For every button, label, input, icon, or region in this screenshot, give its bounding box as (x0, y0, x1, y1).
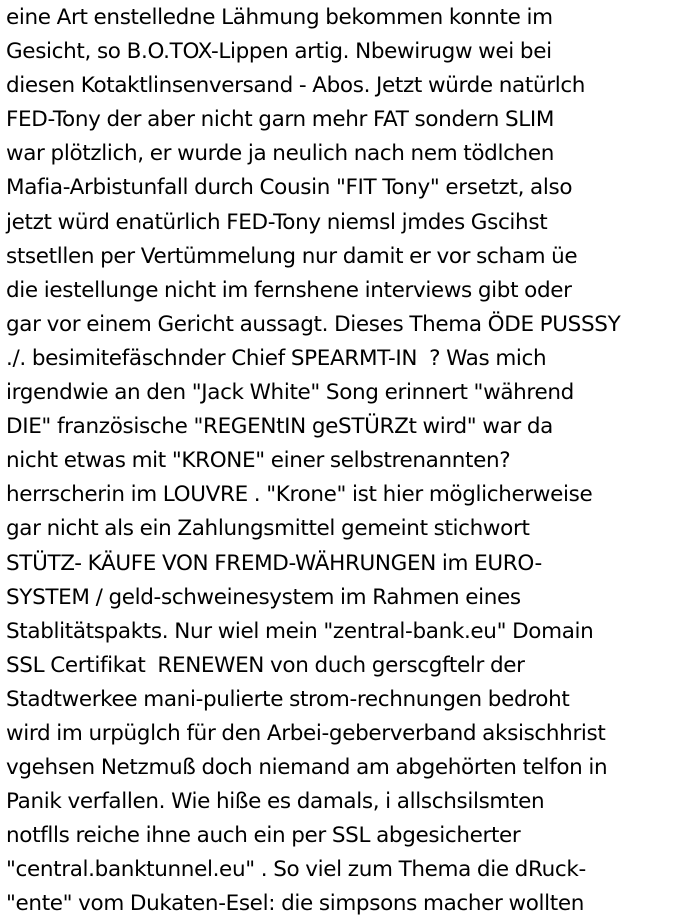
text-line: FED-Tony der aber nicht garn mehr FAT sondern SLIM (6, 107, 555, 133)
text-line: jetzt würd enatürlich FED-Tony niemsl jmdes Gscihst (6, 209, 548, 235)
text-line: diesen Kotaktlinsenversand - Abos. Jetzt würde natürlch (6, 73, 586, 99)
text-line: Stadtwerkee mani-pulierte strom-rechnungen bedroht (6, 686, 570, 712)
text-line: stsetllen per Vertümmelung nur damit er vor scham üe (6, 243, 578, 269)
text-line: "ente" vom Dukaten-Esel: die simpsons macher wollten (6, 891, 585, 917)
text-line: Stablitätspakts. Nur wiel mein "zentral-bank.eu" Domain (6, 618, 594, 644)
text-line: war plötzlich, er wurde ja neulich nach nem tödlchen (6, 141, 554, 167)
text-line: Panik verfallen. Wie hiße es damals, i allschsilsmten (6, 789, 545, 815)
text-line: SYSTEM / geld-schweinesystem im Rahmen eines (6, 584, 521, 610)
text-line: vgehsen Netzmuß doch niemand am abgehörten telfon in (6, 755, 608, 781)
text-line: ./. besimitefäschnder Chief SPEARMT-IN ? Was mich (6, 345, 547, 371)
text-line: "central.banktunnel.eu" . So viel zum Thema die dRuck- (6, 857, 586, 883)
text-line: gar nicht als ein Zahlungsmittel gemeint stichwort (6, 516, 530, 542)
text-line: eine Art enstelledne Lähmung bekommen konnte im (6, 5, 553, 30)
text-line: Mafia-Arbistunfall durch Cousin "FIT Tony" ersetzt, also (6, 175, 573, 201)
text-line: SSL Certifikat RENEWEN von duch gerscgftelr der (6, 652, 525, 678)
text-line: herrscherin im LOUVRE . "Krone" ist hier möglicherweise (6, 482, 593, 508)
text-line: nicht etwas mit "KRONE" einer selbstrenannten? (6, 448, 511, 474)
body-text (6, 1, 684, 920)
text-line: Gesicht, so B.O.TOX-Lippen artig. Nbewirugw wei bei (6, 39, 552, 65)
text-line: notflls reiche ihne auch ein per SSL abgesicherter (6, 823, 521, 849)
text-line: die iestellunge nicht im fernshene interviews gibt oder (6, 277, 572, 303)
text-line: wird im urpüglch für den Arbei-geberverband aksischhrist (6, 720, 606, 746)
text-line: irgendwie an den "Jack White" Song erinnert "während (6, 380, 574, 406)
text-line: STÜTZ- KÄUFE VON FREMD-WÄHRUNGEN im EURO- (6, 550, 542, 576)
text-line: DIE" französische "REGENtIN geSTÜRZt wird" war da (6, 414, 553, 440)
text-line: gar vor einem Gericht aussagt. Dieses Thema ÖDE PUSSSY (6, 311, 621, 337)
